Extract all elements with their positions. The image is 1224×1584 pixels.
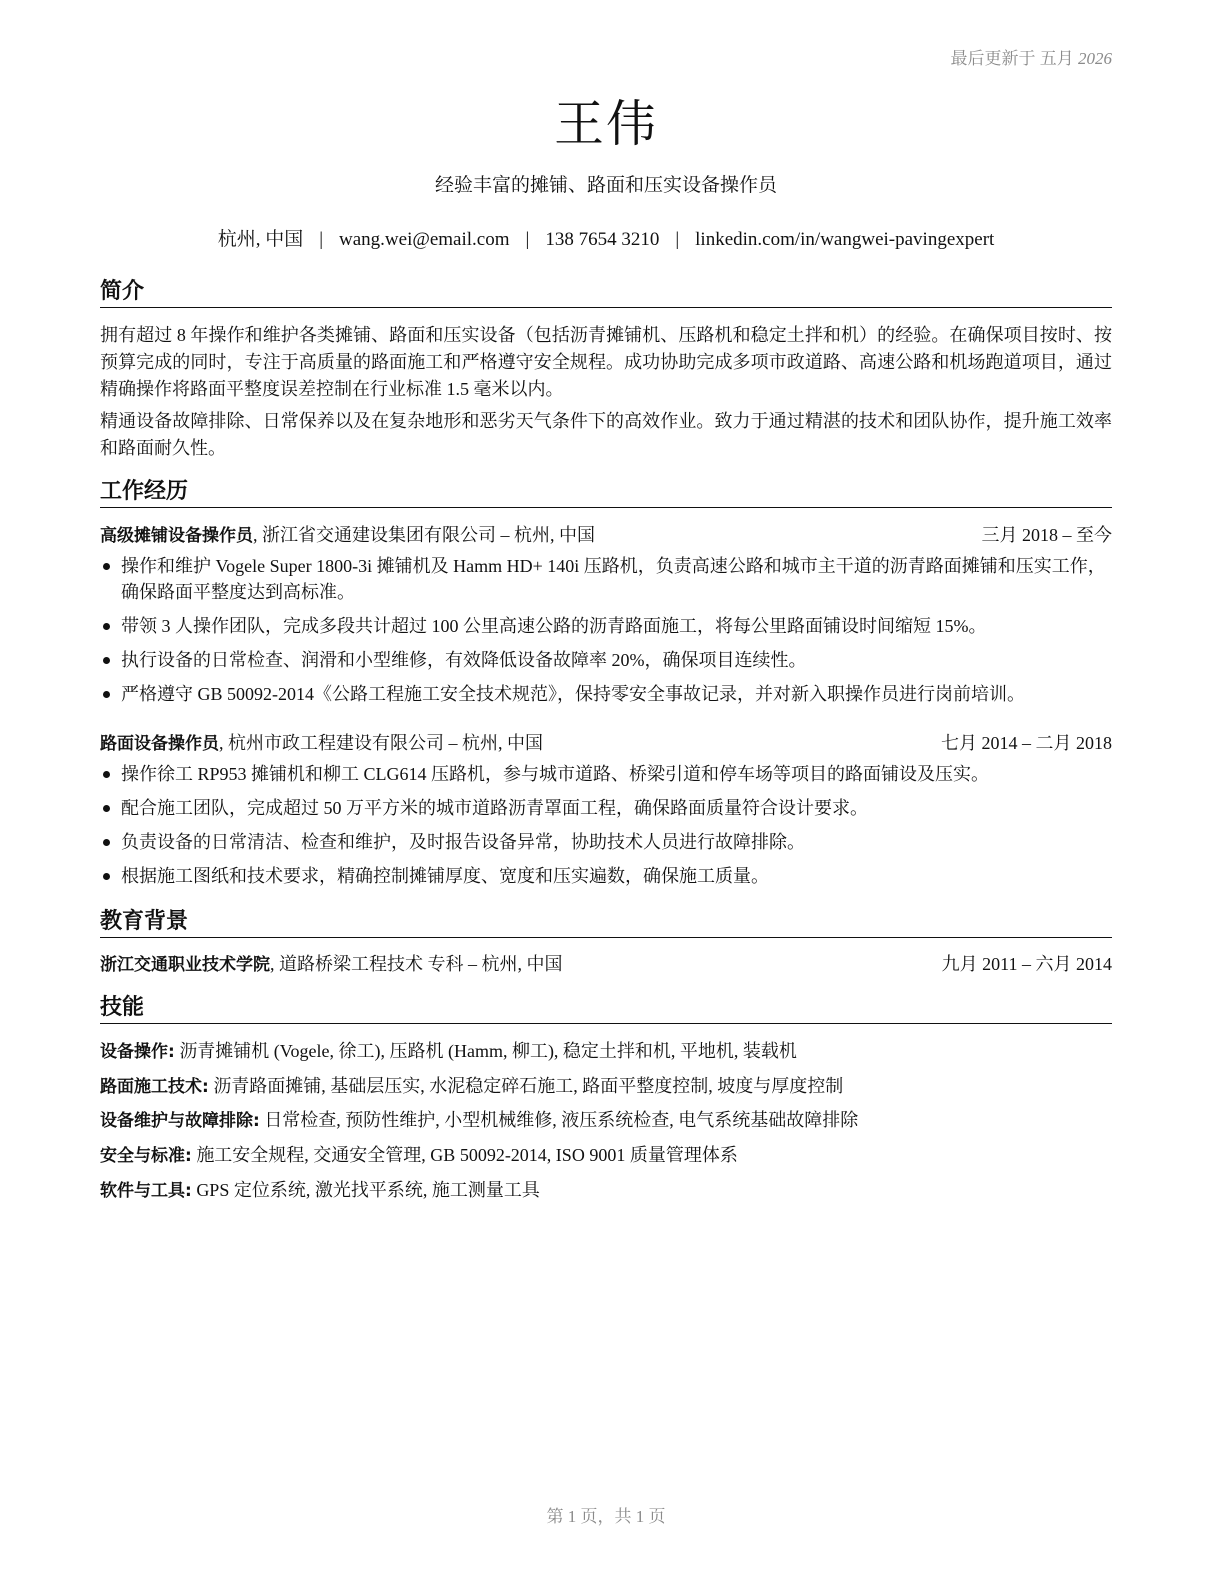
- contact-linkedin[interactable]: linkedin.com/in/wangwei-pavingexpert: [695, 229, 995, 250]
- skill-row: [100, 1108, 1112, 1133]
- job-org: , 浙江省交通建设集团有限公司 – 杭州, 中国: [253, 525, 595, 545]
- list-item: 执行设备的日常检查、润滑和小型维修，有效降低设备故障率 20%，确保项目连续性。: [100, 647, 1112, 673]
- education-entry: [100, 952, 1112, 977]
- candidate-headline: 经验丰富的摊铺、路面和压实设备操作员: [434, 175, 777, 196]
- contact-line: [100, 224, 1112, 251]
- page-number: 第 1 页，共 1 页: [546, 1507, 666, 1526]
- list-item: 带领 3 人操作团队，完成多段共计超过 100 公里高速公路的沥青路面施工，将每公里路面铺设时间缩短 15%。: [100, 613, 1112, 639]
- summary-paragraph-2: 精通设备故障排除、日常保养以及在复杂地形和恶劣天气条件下的高效作业。致力于通过精湛的技术和团队协作，提升施工效率和路面耐久性。: [100, 411, 1112, 458]
- resume-page: [100, 0, 1112, 1584]
- list-item: 严格遵守 GB 50092-2014《公路工程施工安全技术规范》，保持零安全事故记录，并对新入职操作员进行岗前培训。: [100, 681, 1112, 707]
- skill-label: 设备维护与故障排除:: [100, 1111, 260, 1131]
- skill-value: 施工安全规程, 交通安全管理, GB 50092-2014, ISO 9001 质量管理体系: [191, 1145, 738, 1165]
- list-item: 操作和维护 Vogele Super 1800-3i 摊铺机及 Hamm HD+ 140i 压路机，负责高速公路和城市主干道的沥青路面摊铺和压实工作，确保路面平整度达到高标准。: [100, 553, 1112, 605]
- last-updated: [951, 44, 1113, 69]
- section-title-summary: 简介: [100, 278, 1112, 308]
- contact-separator: |: [525, 229, 530, 250]
- contact-separator: |: [319, 229, 324, 250]
- education-school: 浙江交通职业技术学院: [100, 955, 270, 975]
- list-item: 配合施工团队，完成超过 50 万平方米的城市道路沥青罩面工程，确保路面质量符合设计要求。: [100, 795, 1112, 821]
- skill-value: 日常检查, 预防性维护, 小型机械维修, 液压系统检查, 电气系统基础故障排除: [259, 1110, 859, 1130]
- job-bullets: [100, 761, 1112, 897]
- skill-label: 软件与工具:: [100, 1181, 192, 1201]
- education-date: 九月 2011 – 六月 2014: [941, 954, 1112, 974]
- job-date: 七月 2014 – 二月 2018: [941, 733, 1112, 753]
- skill-row: [100, 1178, 1112, 1203]
- contact-phone[interactable]: 138 7654 3210: [545, 229, 660, 250]
- skill-value: 沥青路面摊铺, 基础层压实, 水泥稳定碎石施工, 路面平整度控制, 坡度与厚度控制: [208, 1076, 844, 1096]
- skill-row: [100, 1039, 1112, 1064]
- skill-value: 沥青摊铺机 (Vogele, 徐工), 压路机 (Hamm, 柳工), 稳定土拌和机, 平地机, 装载机: [174, 1041, 797, 1061]
- education-detail: , 道路桥梁工程技术 专科 – 杭州, 中国: [270, 954, 563, 974]
- contact-email[interactable]: wang.wei@email.com: [339, 229, 510, 250]
- skill-value: GPS 定位系统, 激光找平系统, 施工测量工具: [191, 1180, 540, 1200]
- list-item: 操作徐工 RP953 摊铺机和柳工 CLG614 压路机，参与城市道路、桥梁引道和停车场等项目的路面铺设及压实。: [100, 761, 1112, 787]
- job-org: , 杭州市政工程建设有限公司 – 杭州, 中国: [219, 733, 543, 753]
- job-bullets: [100, 553, 1112, 715]
- job-role: 路面设备操作员: [100, 734, 219, 754]
- last-updated-label: 最后更新于 五月: [950, 49, 1074, 68]
- section-title-experience: 工作经历: [100, 478, 1112, 508]
- job-date: 三月 2018 – 至今: [981, 525, 1112, 545]
- contact-separator: |: [675, 229, 680, 250]
- skill-row: [100, 1143, 1112, 1168]
- skill-row: [100, 1074, 1112, 1099]
- last-updated-year: 2026: [1078, 49, 1112, 68]
- skill-label: 安全与标准:: [100, 1146, 192, 1166]
- section-title-skills: 技能: [100, 994, 1112, 1024]
- skill-label: 路面施工技术:: [100, 1077, 209, 1097]
- list-item: 负责设备的日常清洁、检查和维护，及时报告设备异常，协助技术人员进行故障排除。: [100, 829, 1112, 855]
- section-title-education: 教育背景: [100, 908, 1112, 938]
- job-header: [100, 523, 1112, 548]
- list-item: 根据施工图纸和技术要求，精确控制摊铺厚度、宽度和压实遍数，确保施工质量。: [100, 863, 1112, 889]
- candidate-name: 王伟: [554, 95, 658, 153]
- skill-label: 设备操作:: [100, 1042, 175, 1062]
- summary-paragraph-1: 拥有超过 8 年操作和维护各类摊铺、路面和压实设备（包括沥青摊铺机、压路机和稳定土拌和机）的经验。在确保项目按时、按预算完成的同时，专注于高质量的路面施工和严格遵守安全规程。成功协助完成多项市政道路、高速公路和机场跑道项目，通过精确操作将路面平整度误差控制在行业标准 1.5 毫米以内。: [100, 325, 1112, 399]
- job-role: 高级摊铺设备操作员: [100, 526, 253, 546]
- contact-location: 杭州, 中国: [217, 229, 304, 250]
- job-header: [100, 731, 1112, 756]
